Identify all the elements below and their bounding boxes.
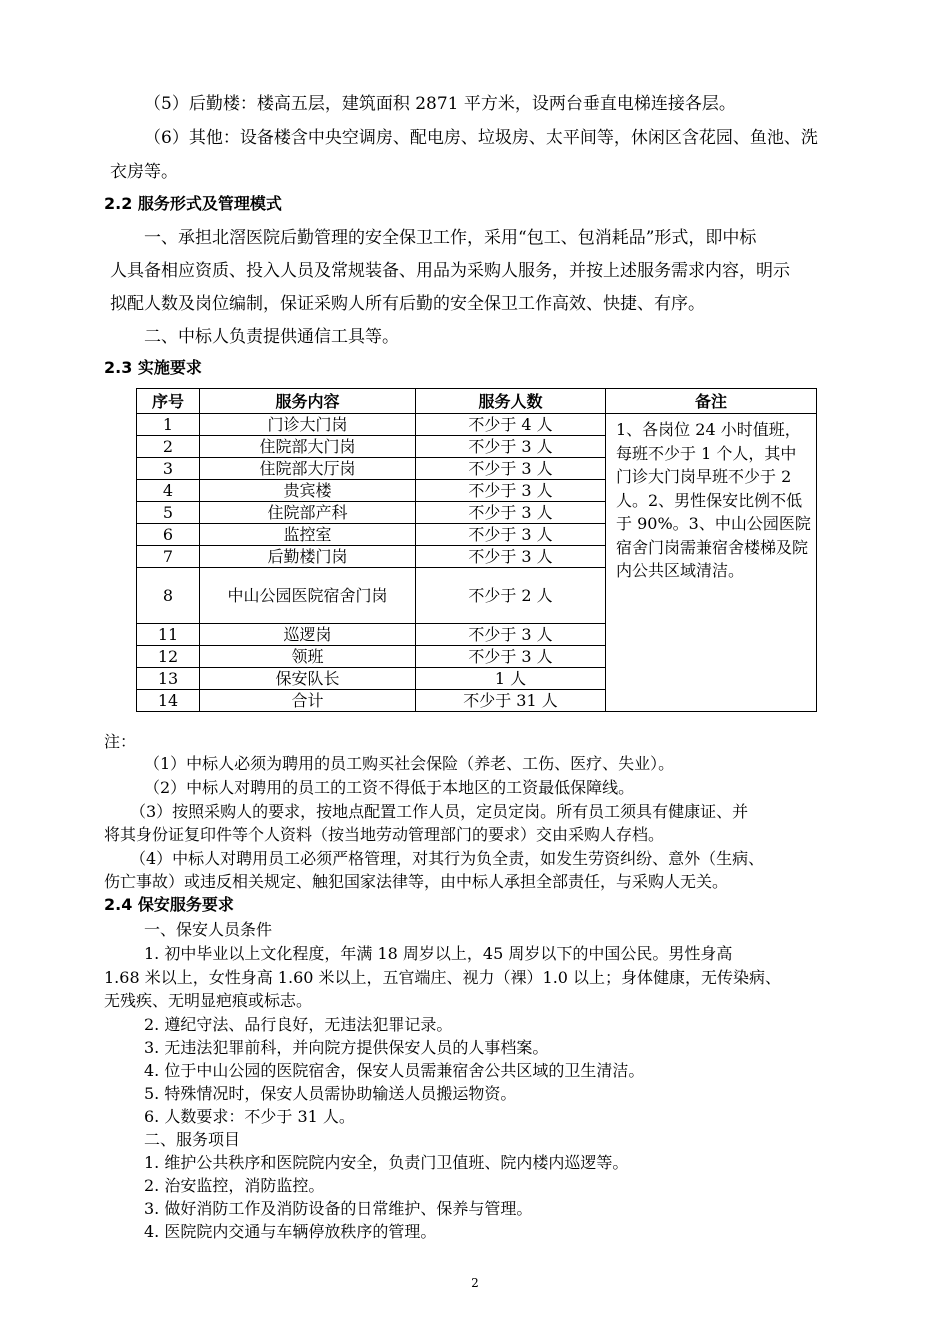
service-table bbox=[136, 388, 817, 712]
item-1: 1. 维护公共秩序和医院院内安全，负责门卫值班、院内楼内巡逻等。 bbox=[144, 1153, 629, 1172]
note-3-line1: （3）按照采购人的要求，按地点配置工作人员，定员定岗。所有员工须具有健康证、并 bbox=[130, 802, 749, 821]
row-seq: 2 bbox=[137, 436, 200, 458]
header-count: 服务人数 bbox=[416, 389, 606, 414]
remark-cell: 1、各岗位 24 小时值班，每班不少于 1 个人，其中门诊大门岗早班不少于 2 人。2、男性保安比例不低于 90%。3、中山公园医院宿舍门岗需兼宿舍楼梯及院内公共区域清洁。 bbox=[606, 414, 817, 712]
item-2: 2. 治安监控，消防监控。 bbox=[144, 1176, 325, 1195]
row-count: 不少于 2 人 bbox=[416, 568, 606, 624]
row-count: 不少于 3 人 bbox=[416, 646, 606, 668]
note-2: （2）中标人对聘用的员工的工资不得低于本地区的工资最低保障线。 bbox=[144, 778, 635, 797]
row-count: 不少于 3 人 bbox=[416, 502, 606, 524]
condition-5: 5. 特殊情况时，保安人员需协助输送人员搬运物资。 bbox=[144, 1084, 517, 1103]
row-seq: 13 bbox=[137, 668, 200, 690]
condition-1-line1: 1. 初中毕业以上文化程度，年满 18 周岁以上，45 周岁以下的中国公民。男性身高 bbox=[144, 944, 733, 963]
heading-2-3: 2.3 实施要求 bbox=[104, 358, 202, 377]
row-content: 贵宾楼 bbox=[200, 480, 416, 502]
row-seq: 14 bbox=[137, 690, 200, 712]
para-other-line1: （6）其他：设备楼含中央空调房、配电房、垃圾房、太平间等，休闲区含花园、鱼池、洗 bbox=[144, 128, 818, 148]
row-count: 不少于 3 人 bbox=[416, 624, 606, 646]
row-content: 住院部大厅岗 bbox=[200, 458, 416, 480]
table-row bbox=[137, 414, 817, 436]
row-count: 不少于 3 人 bbox=[416, 458, 606, 480]
row-seq: 8 bbox=[137, 568, 200, 624]
row-content: 保安队长 bbox=[200, 668, 416, 690]
row-count: 不少于 3 人 bbox=[416, 436, 606, 458]
row-content: 后勤楼门岗 bbox=[200, 546, 416, 568]
row-content: 合计 bbox=[200, 690, 416, 712]
para-service-1-line2: 人具备相应资质、投入人员及常规装备、用品为采购人服务，并按上述服务需求内容，明示 bbox=[110, 261, 790, 281]
row-seq: 1 bbox=[137, 414, 200, 436]
para-other-line2: 衣房等。 bbox=[110, 162, 178, 182]
row-content: 住院部大门岗 bbox=[200, 436, 416, 458]
page-number: 2 bbox=[471, 1276, 479, 1290]
row-seq: 6 bbox=[137, 524, 200, 546]
row-seq: 4 bbox=[137, 480, 200, 502]
row-content: 门诊大门岗 bbox=[200, 414, 416, 436]
para-service-1-line3: 拟配人数及岗位编制，保证采购人所有后勤的安全保卫工作高效、快捷、有序。 bbox=[110, 294, 705, 314]
row-seq: 12 bbox=[137, 646, 200, 668]
header-content: 服务内容 bbox=[200, 389, 416, 414]
row-content: 中山公园医院宿舍门岗 bbox=[200, 568, 416, 624]
para-service-2: 二、中标人负责提供通信工具等。 bbox=[144, 327, 399, 347]
note-4-line2: 伤亡事故）或违反相关规定、触犯国家法律等，由中标人承担全部责任，与采购人无关。 bbox=[104, 872, 729, 891]
row-content: 领班 bbox=[200, 646, 416, 668]
row-count: 不少于 3 人 bbox=[416, 524, 606, 546]
heading-2-4: 2.4 保安服务要求 bbox=[104, 895, 234, 914]
row-seq: 3 bbox=[137, 458, 200, 480]
para-service-1-line1: 一、承担北滘医院后勤管理的安全保卫工作，采用“包工、包消耗品”形式，即中标 bbox=[144, 228, 757, 248]
table-header-row bbox=[137, 389, 817, 414]
para-building-5: （5）后勤楼：楼高五层，建筑面积 2871 平方米，设两台垂直电梯连接各层。 bbox=[144, 94, 736, 114]
row-content: 住院部产科 bbox=[200, 502, 416, 524]
condition-6: 6. 人数要求：不少于 31 人。 bbox=[144, 1107, 355, 1126]
heading-2-2: 2.2 服务形式及管理模式 bbox=[104, 194, 282, 213]
condition-4: 4. 位于中山公园的医院宿舍，保安人员需兼宿舍公共区域的卫生清洁。 bbox=[144, 1061, 645, 1080]
note-3-line2: 将其身份证复印件等个人资料（按当地劳动管理部门的要求）交由采购人存档。 bbox=[104, 825, 665, 844]
conditions-title: 一、保安人员条件 bbox=[144, 920, 273, 939]
row-content: 巡逻岗 bbox=[200, 624, 416, 646]
row-count: 不少于 4 人 bbox=[416, 414, 606, 436]
row-count: 不少于 3 人 bbox=[416, 480, 606, 502]
condition-1-line3: 无残疾、无明显疤痕或标志。 bbox=[104, 991, 313, 1010]
row-content: 监控室 bbox=[200, 524, 416, 546]
header-seq: 序号 bbox=[137, 389, 200, 414]
condition-1-line2: 1.68 米以上，女性身高 1.60 米以上，五官端庄、视力（裸）1.0 以上；身体健康，无传染病、 bbox=[104, 968, 782, 987]
note-1: （1）中标人必须为聘用的员工购买社会保险（养老、工伤、医疗、失业）。 bbox=[144, 754, 675, 773]
item-4: 4. 医院院内交通与车辆停放秩序的管理。 bbox=[144, 1222, 437, 1241]
row-seq: 5 bbox=[137, 502, 200, 524]
item-3: 3. 做好消防工作及消防设备的日常维护、保养与管理。 bbox=[144, 1199, 533, 1218]
row-count: 1 人 bbox=[416, 668, 606, 690]
items-title: 二、服务项目 bbox=[144, 1130, 241, 1149]
condition-3: 3. 无违法犯罪前科，并向院方提供保安人员的人事档案。 bbox=[144, 1038, 549, 1057]
header-remark: 备注 bbox=[606, 389, 817, 414]
row-seq: 11 bbox=[137, 624, 200, 646]
row-count: 不少于 3 人 bbox=[416, 546, 606, 568]
row-count: 不少于 31 人 bbox=[416, 690, 606, 712]
condition-2: 2. 遵纪守法、品行良好，无违法犯罪记录。 bbox=[144, 1015, 453, 1034]
note-label: 注： bbox=[104, 732, 137, 751]
row-seq: 7 bbox=[137, 546, 200, 568]
note-4-line1: （4）中标人对聘用员工必须严格管理，对其行为负全责，如发生劳资纠纷、意外（生病、 bbox=[130, 849, 765, 868]
